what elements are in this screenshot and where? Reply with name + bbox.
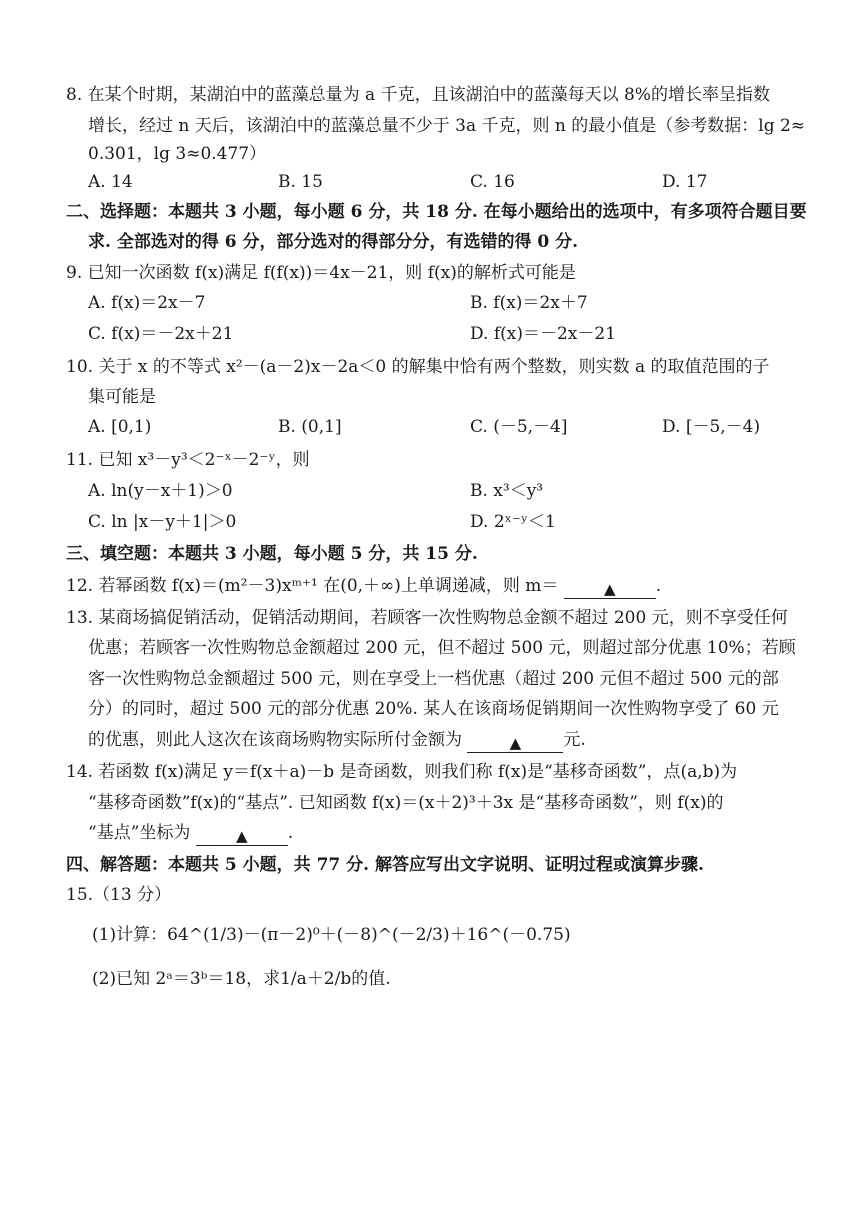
q10-option-a: A. [0,1) — [88, 417, 152, 437]
blank-marker-icon: ▲ — [236, 827, 248, 845]
q10-option-b: B. (0,1] — [278, 417, 342, 437]
q11-option-a: A. ln(y－x＋1)＞0 — [88, 481, 233, 501]
q13-line-4: 分）的同时，超过 500 元的部分优惠 20%. 某人在该商场促销期间一次性购物享受了 60 元 — [88, 699, 779, 719]
q10-line-2: 集可能是 — [88, 387, 156, 407]
blank-marker-icon: ▲ — [509, 734, 522, 752]
q10-line-1: 10. 关于 x 的不等式 x²－(a－2)x－2a＜0 的解集中恰有两个整数，则实数 a 的取值范围的子 — [66, 357, 770, 377]
q11-option-b: B. x³＜y³ — [470, 481, 544, 501]
section3-title: 三、填空题：本题共 3 小题，每小题 5 分，共 15 分. — [66, 544, 478, 564]
q9-option-c: C. f(x)＝－2x＋21 — [88, 324, 234, 344]
q12-line — [66, 575, 661, 599]
q15-part1 — [92, 924, 571, 946]
q8-option-d: D. 17 — [662, 172, 708, 192]
q15-part1-label: (1)计算： — [92, 925, 168, 945]
q13-line-1: 13. 某商场搞促销活动，促销活动期间，若顾客一次性购物总金额不超过 200 元，则不享受任何 — [66, 608, 788, 628]
section4-title: 四、解答题：本题共 5 小题，共 77 分. 解答应写出文字说明、证明过程或演算步骤. — [66, 855, 704, 875]
q15-part2-label: (2)已知 2ᵃ＝3ᵇ＝18，求 — [92, 969, 281, 989]
q8-line-2: 增长，经过 n 天后，该湖泊中的蓝藻总量不少于 3a 千克，则 n 的最小值是（参考数据：lg 2≈ — [88, 116, 806, 136]
q9-option-a: A. f(x)＝2x－7 — [88, 293, 206, 313]
q8-line-1: 8. 在某个时期，某湖泊中的蓝藻总量为 a 千克，且该湖泊中的蓝藻每天以 8%的增长率呈指数 — [66, 85, 770, 105]
q10-option-d: D. [－5,－4) — [662, 417, 761, 437]
q13-end: 元. — [563, 730, 586, 750]
q8-option-b: B. 15 — [278, 172, 323, 192]
q15-part2-expression: 1/a＋2/b — [280, 969, 352, 989]
q14-line-3-wrap — [88, 822, 293, 846]
q14-answer-blank[interactable] — [196, 825, 288, 846]
q15-part2 — [92, 968, 391, 990]
q13-line-2: 优惠；若顾客一次性购物总金额超过 200 元，但不超过 500 元，则超过部分优惠 10%；若顾 — [88, 638, 796, 658]
q14-line-3: “基点”坐标为 — [88, 823, 191, 843]
q12-end: . — [655, 576, 662, 596]
q8-option-c: C. 16 — [470, 172, 515, 192]
q13-line-5: 的优惠，则此人这次在该商场购物实际所付金额为 — [88, 730, 462, 750]
q13-answer-blank[interactable] — [467, 732, 563, 753]
q11-stem: 11. 已知 x³－y³＜2⁻ˣ－2⁻ʸ，则 — [66, 450, 310, 470]
q8-option-a: A. 14 — [88, 172, 133, 192]
blank-marker-icon: ▲ — [604, 580, 616, 598]
q11-option-c: C. ln |x－y＋1|＞0 — [88, 512, 237, 532]
q8-line-3: 0.301，lg 3≈0.477） — [88, 144, 267, 164]
q13-line-3: 客一次性购物总金额超过 500 元，则在享受上一档优惠（超过 200 元但不超过 500 元的部 — [88, 669, 779, 689]
q9-stem: 9. 已知一次函数 f(x)满足 f(f(x))＝4x－21，则 f(x)的解析式可能是 — [66, 263, 576, 283]
q12-stem: 12. 若幂函数 f(x)＝(m²－3)xᵐ⁺¹ 在(0,＋∞)上单调递减，则 m＝ — [66, 576, 559, 596]
q15-part1-expression: 64^(1/3)－(π－2)⁰＋(－8)^(－2/3)＋16^(－0.75) — [167, 925, 571, 945]
q15-title: 15.（13 分） — [66, 885, 172, 905]
q14-line-2: “基移奇函数”f(x)的“基点”. 已知函数 f(x)＝(x＋2)³＋3x 是“基移奇函数”，则 f(x)的 — [88, 793, 724, 813]
q11-option-d: D. 2ˣ⁻ʸ＜1 — [470, 512, 556, 532]
q14-line-1: 14. 若函数 f(x)满足 y＝f(x＋a)－b 是奇函数，则我们称 f(x)是“基移奇函数”，点(a,b)为 — [66, 762, 738, 782]
q9-option-d: D. f(x)＝－2x－21 — [470, 324, 617, 344]
q10-option-c: C. (－5,－4] — [470, 417, 568, 437]
section2-line-2: 求. 全部选对的得 6 分，部分选对的得部分分，有选错的得 0 分. — [88, 232, 579, 252]
q14-end: . — [287, 823, 294, 843]
q15-part2-end: 的值. — [351, 969, 391, 989]
section2-line-1: 二、选择题：本题共 3 小题，每小题 6 分，共 18 分. 在每小题给出的选项中，有多项符合题目要 — [66, 202, 807, 222]
q9-option-b: B. f(x)＝2x＋7 — [470, 293, 588, 313]
q12-answer-blank[interactable] — [564, 578, 656, 599]
q13-line-5-wrap — [88, 729, 586, 753]
